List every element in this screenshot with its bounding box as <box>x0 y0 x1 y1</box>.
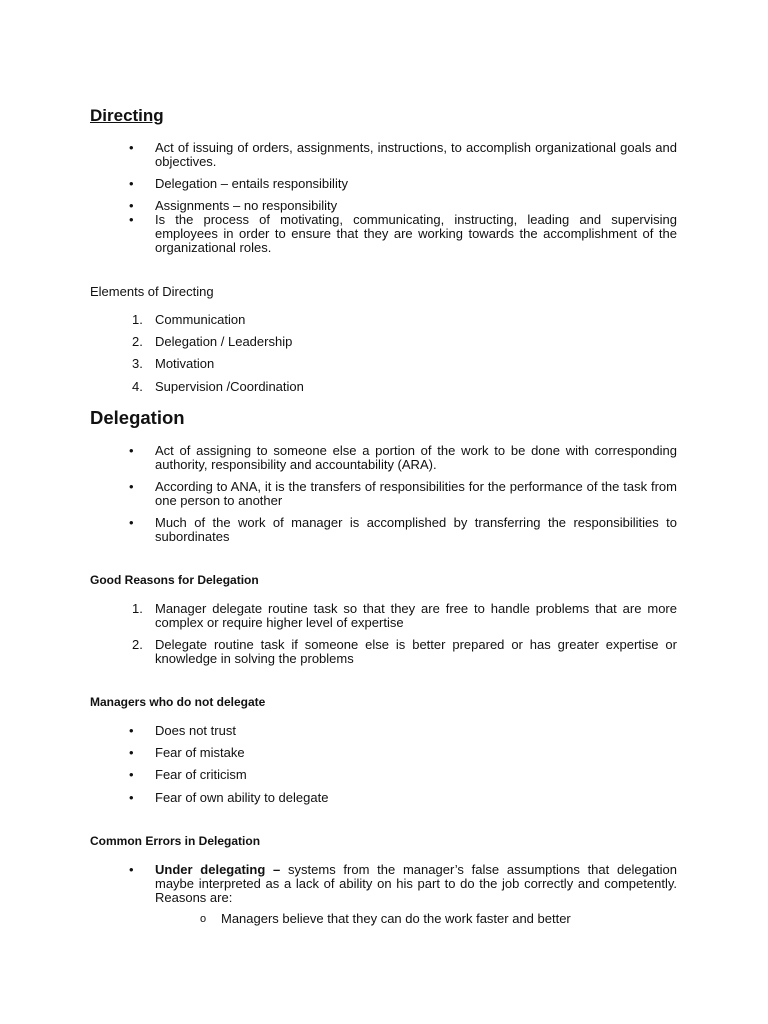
list-item <box>129 745 677 760</box>
common-errors-heading: Common Errors in Delegation <box>90 834 261 848</box>
list-item <box>129 176 677 191</box>
list-item-text: Delegate routine task if someone else is better prepared or has greater expertise or knowledge in solving the problems <box>155 637 677 666</box>
list-item-text: Motivation <box>155 356 215 371</box>
sub-bullet-marker: o <box>200 913 207 925</box>
list-item <box>129 862 677 905</box>
item-number: 1. <box>132 312 143 327</box>
numbered-item <box>132 312 677 327</box>
list-item-text: According to ANA, it is the transfers of responsibilities for the performance of the task from one person to another <box>155 479 677 508</box>
numbered-item <box>132 637 677 666</box>
non-delegators-heading: Managers who do not delegate <box>90 695 266 709</box>
sub-list-item <box>200 911 677 926</box>
list-item <box>129 767 677 782</box>
bullet-marker: • <box>129 745 134 760</box>
list-item-text: Fear of mistake <box>155 745 245 760</box>
bullet-marker: • <box>129 198 134 213</box>
list-item <box>129 790 677 805</box>
list-item-text: Much of the work of manager is accomplished by transferring the responsibilities to subordinates <box>155 515 677 544</box>
numbered-item <box>132 601 677 630</box>
list-item <box>129 198 677 213</box>
item-number: 1. <box>132 601 143 616</box>
list-item-text: Supervision /Coordination <box>155 379 304 394</box>
list-item <box>129 479 677 508</box>
bullet-marker: • <box>129 767 134 782</box>
list-item-text: Act of issuing of orders, assignments, instructions, to accomplish organizational goals and objectives. <box>155 140 677 169</box>
list-item-text: Assignments – no responsibility <box>155 198 338 213</box>
bullet-marker: • <box>129 862 134 877</box>
bullet-marker: • <box>129 212 134 227</box>
numbered-item <box>132 356 677 371</box>
bullet-marker: • <box>129 515 134 530</box>
list-item <box>129 140 677 169</box>
list-item-text: Fear of criticism <box>155 767 247 782</box>
item-number: 2. <box>132 334 143 349</box>
list-item-text: Fear of own ability to delegate <box>155 790 329 805</box>
item-number: 3. <box>132 356 143 371</box>
list-item-text: systems from the manager’s false assumptions that delegation maybe interpreted as a lack of ability on his part to do the job correctly and competently. Reasons are: <box>155 862 677 905</box>
bullet-marker: • <box>129 790 134 805</box>
item-number: 4. <box>132 379 143 394</box>
bullet-marker: • <box>129 176 134 191</box>
error-term: Under delegating – <box>155 862 281 877</box>
numbered-item <box>132 379 677 394</box>
list-item <box>129 443 677 472</box>
good-reasons-heading: Good Reasons for Delegation <box>90 573 259 587</box>
list-item <box>129 515 677 544</box>
list-item-text: Act of assigning to someone else a portion of the work to be done with corresponding authority, responsibility and accountability (ARA). <box>155 443 677 472</box>
list-item-text: Delegation – entails responsibility <box>155 176 348 191</box>
bullet-marker: • <box>129 140 134 155</box>
heading-delegation: Delegation <box>90 407 185 428</box>
numbered-item <box>132 334 677 349</box>
elements-heading: Elements of Directing <box>90 284 214 299</box>
list-item-text: Manager delegate routine task so that they are free to handle problems that are more complex or require higher level of expertise <box>155 601 677 630</box>
list-item-text: Communication <box>155 312 246 327</box>
item-number: 2. <box>132 637 143 652</box>
bullet-marker: • <box>129 723 134 738</box>
heading-directing: Directing <box>90 106 164 125</box>
list-item-text: Does not trust <box>155 723 236 738</box>
sub-list-item-text: Managers believe that they can do the work faster and better <box>221 911 571 926</box>
list-item-text: Is the process of motivating, communicating, instructing, leading and supervising employees in order to ensure that they are working towards the accomplishment of the organizational roles. <box>155 212 677 255</box>
list-item <box>129 723 677 738</box>
list-item-text: Delegation / Leadership <box>155 334 293 349</box>
bullet-marker: • <box>129 479 134 494</box>
list-item <box>129 212 677 255</box>
bullet-marker: • <box>129 443 134 458</box>
